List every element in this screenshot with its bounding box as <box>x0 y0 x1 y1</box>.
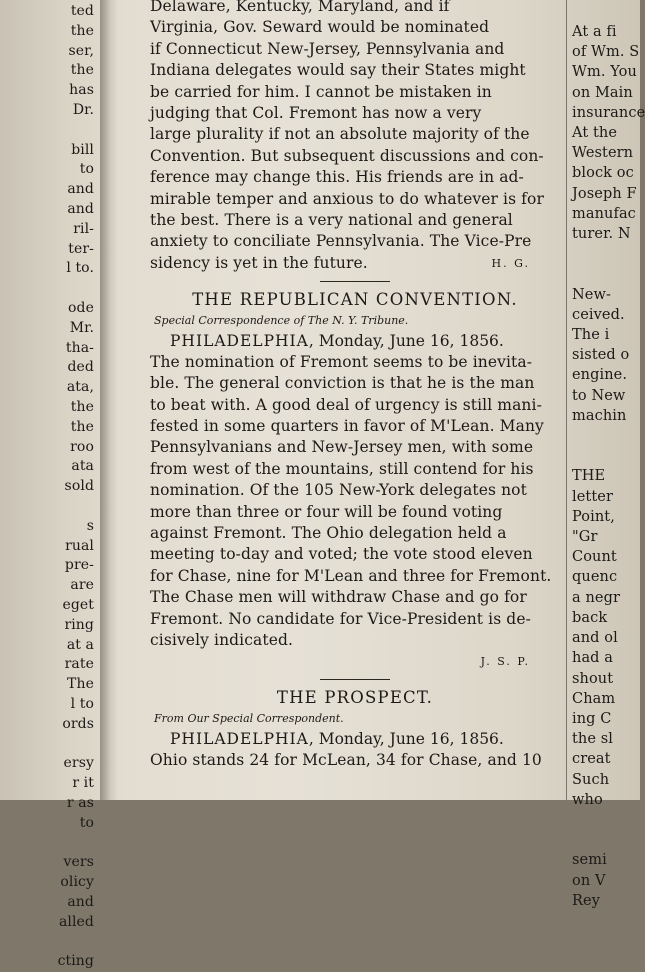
text-line: judging that Col. Fremont has now a very <box>150 104 482 123</box>
dateline-date: , Monday, June 16, 1856. <box>308 331 504 350</box>
text-line: nomination. Of the 105 New-York delegates not <box>150 481 527 500</box>
left-fragment-line <box>0 833 94 853</box>
right-fragment-line: on Main <box>572 84 633 101</box>
right-fragment-line: on V <box>572 872 606 889</box>
right-fragment-line: THE <box>572 468 606 485</box>
right-fragment-line: engine. <box>572 367 628 384</box>
left-fragment-line: the <box>70 62 94 79</box>
text-line: sidency is yet in the future. <box>150 253 368 272</box>
left-fragment-line: ersy <box>63 755 94 772</box>
left-column-fragment <box>0 2 100 970</box>
right-fragment-line <box>572 264 640 284</box>
left-fragment-line: l to. <box>66 260 94 277</box>
text-line: the best. There is a very national and general <box>150 211 513 230</box>
left-fragment-line: l to <box>70 695 94 712</box>
right-fragment-line: back <box>572 609 608 626</box>
left-fragment-line: sold <box>64 478 94 495</box>
left-fragment-line: ter- <box>68 240 94 257</box>
section-divider-2 <box>320 679 390 680</box>
left-column-lines <box>0 2 100 972</box>
dateline-date-2: , Monday, June 16, 1856. <box>308 729 504 748</box>
left-fragment-line: Dr. <box>72 101 94 118</box>
headline-republican-convention: THE REPUBLICAN CONVENTION. <box>192 289 518 309</box>
right-fragment-line: to New <box>572 387 626 404</box>
right-column-lines <box>572 22 645 911</box>
left-fragment-line: to <box>79 814 94 831</box>
text-line: be carried for him. I cannot be mistaken in <box>150 82 492 101</box>
text-line: ble. The general conviction is that he is the man <box>150 374 535 393</box>
left-fragment-line: The <box>67 676 94 693</box>
text-line: Virginia, Gov. Seward would be nominated <box>150 18 490 37</box>
column-rule <box>566 0 567 800</box>
left-fragment-line: and <box>67 200 94 217</box>
left-fragment-line: ser, <box>68 42 94 59</box>
left-fragment-line: Mr. <box>69 319 94 336</box>
left-fragment-line: rate <box>64 656 94 673</box>
text-line: Fremont. No candidate for Vice-President is de- <box>150 609 531 628</box>
left-fragment-line: and <box>67 181 94 198</box>
right-fragment-line: sisted o <box>572 347 630 364</box>
left-fragment-line: ords <box>62 715 94 732</box>
text-line: cisively indicated. <box>150 630 294 649</box>
text-line: from west of the mountains, still contend for his <box>150 459 534 478</box>
right-fragment-line: letter <box>572 488 613 505</box>
left-fragment-line: and <box>67 893 94 910</box>
right-fragment-line: Such <box>572 771 610 788</box>
right-fragment-line: block oc <box>572 165 634 182</box>
left-fragment-line: olicy <box>60 874 94 891</box>
left-fragment-line: the <box>70 418 94 435</box>
left-fragment-line: rual <box>65 537 94 554</box>
right-fragment-line <box>572 426 640 446</box>
right-fragment-line: New- <box>572 286 611 303</box>
right-fragment-line: manufac <box>572 205 636 222</box>
right-fragment-line: and ol <box>572 630 618 647</box>
right-fragment-line: shout <box>572 670 614 687</box>
left-fragment-line: to <box>79 161 94 178</box>
page-fold-shadow <box>100 0 118 800</box>
text-line: fested in some quarters in favor of M'Lean. Many <box>150 416 544 435</box>
left-fragment-line: has <box>69 82 94 99</box>
right-fragment-line: who <box>572 791 603 808</box>
right-fragment-line: Point, <box>572 508 615 525</box>
right-fragment-line: the sl <box>572 731 614 748</box>
left-fragment-line <box>0 734 94 754</box>
text-line: The nomination of Fremont seems to be inevita- <box>150 352 533 371</box>
left-fragment-line: ring <box>64 616 94 633</box>
left-fragment-line: s <box>86 517 94 534</box>
text-line: against Fremont. The Ohio delegation held a <box>150 523 507 542</box>
signature-hg: H. G. <box>491 257 530 271</box>
right-fragment-line: Cham <box>572 690 616 707</box>
right-fragment-line: had a <box>572 650 614 667</box>
dateline-philadelphia <box>150 330 560 352</box>
right-fragment-line: insurance <box>572 104 645 121</box>
section-divider <box>320 281 390 282</box>
right-fragment-line: quenc <box>572 569 618 586</box>
text-line: The Chase men will withdraw Chase and go for <box>150 588 527 607</box>
left-fragment-line <box>0 121 94 141</box>
text-line: Convention. But subsequent discussions and con- <box>150 146 544 165</box>
right-fragment-line: machin <box>572 407 627 424</box>
text-line: mirable temper and anxious to do whatever is for <box>150 189 544 208</box>
right-fragment-line: Wm. You <box>572 64 637 81</box>
left-fragment-line: alled <box>58 913 94 930</box>
left-fragment-line: bill <box>71 141 94 158</box>
right-fragment-line: semi <box>572 852 607 869</box>
left-fragment-line: ril- <box>73 220 94 237</box>
left-fragment-line: are <box>70 577 94 594</box>
left-fragment-line: tha- <box>65 339 94 356</box>
right-column-fragment <box>572 22 645 909</box>
left-fragment-line: at a <box>66 636 94 653</box>
text-line: to beat with. A good deal of urgency is still mani- <box>150 395 542 414</box>
main-article-column <box>150 0 560 800</box>
left-fragment-line: vers <box>63 854 94 871</box>
left-fragment-line: the <box>70 22 94 39</box>
right-fragment-line: ing C <box>572 710 612 727</box>
right-fragment-line: Western <box>572 145 634 162</box>
headline-the-prospect: THE PROSPECT. <box>276 687 434 707</box>
dateline-philadelphia-2 <box>150 728 560 750</box>
right-fragment-line <box>572 830 640 850</box>
byline-special-correspondence: Special Correspondence of The N. Y. Tribune. <box>154 313 409 327</box>
left-fragment-line <box>0 932 94 952</box>
text-line: Ohio stands 24 for McLean, 34 for Chase, and 10 <box>150 750 542 769</box>
right-fragment-line: At a fi <box>572 24 617 40</box>
right-fragment-line: creat <box>572 751 611 768</box>
text-line: anxiety to conciliate Pennsylvania. The Vice-Pre <box>150 232 532 251</box>
right-fragment-line <box>572 244 640 264</box>
left-fragment-line <box>0 497 94 517</box>
left-fragment-line: ata <box>71 458 94 475</box>
left-fragment-line: cting <box>57 953 94 970</box>
right-fragment-line: Count <box>572 549 617 566</box>
dateline-city: PHILADELPHIA <box>170 331 309 350</box>
signature-jsp: J. S. P. <box>480 655 530 669</box>
left-fragment-line <box>0 279 94 299</box>
left-fragment-line: r it <box>72 775 94 792</box>
byline-our-special-correspondent: From Our Special Correspondent. <box>154 711 344 725</box>
left-fragment-line: ded <box>67 359 94 376</box>
left-fragment-line: r as <box>66 794 94 811</box>
right-fragment-line: Rey <box>572 892 600 909</box>
right-fragment-line <box>572 810 640 830</box>
article-body-convention <box>150 352 560 652</box>
left-fragment-line: ode <box>68 299 94 316</box>
right-fragment-line: ceived. <box>572 306 625 323</box>
right-fragment-line: The i <box>572 327 610 344</box>
text-line: meeting to-day and voted; the vote stood eleven <box>150 545 533 564</box>
right-fragment-line: "Gr <box>572 529 598 546</box>
right-fragment-line: At the <box>572 125 617 142</box>
text-line: Delaware, Kentucky, Maryland, and if <box>150 0 450 15</box>
dateline-city-2: PHILADELPHIA <box>170 729 309 748</box>
left-fragment-line: pre- <box>64 557 94 574</box>
left-fragment-line: ata, <box>66 379 94 396</box>
text-line: Indiana delegates would say their States might <box>150 61 526 80</box>
text-line: more than three or four will be found voting <box>150 502 503 521</box>
left-fragment-line: eget <box>62 596 94 613</box>
text-line: large plurality if not an absolute majority of the <box>150 125 530 144</box>
text-line: Pennsylvanians and New-Jersey men, with some <box>150 438 534 457</box>
article-continuation <box>150 0 560 274</box>
right-fragment-line: turer. N <box>572 226 631 243</box>
text-line: for Chase, nine for M'Lean and three for Fremont. <box>150 566 552 585</box>
right-fragment-line: a negr <box>572 589 620 606</box>
text-line: if Connecticut New-Jersey, Pennsylvania and <box>150 39 505 58</box>
left-fragment-line: ted <box>70 3 94 19</box>
right-fragment-line: Joseph F <box>572 185 637 202</box>
article-body-prospect <box>150 750 560 771</box>
left-fragment-line: roo <box>70 438 94 455</box>
right-fragment-line: of Wm. S <box>572 44 640 61</box>
left-fragment-line: the <box>70 398 94 415</box>
text-line: ference may change this. His friends are in ad- <box>150 168 524 187</box>
right-fragment-line <box>572 446 640 466</box>
